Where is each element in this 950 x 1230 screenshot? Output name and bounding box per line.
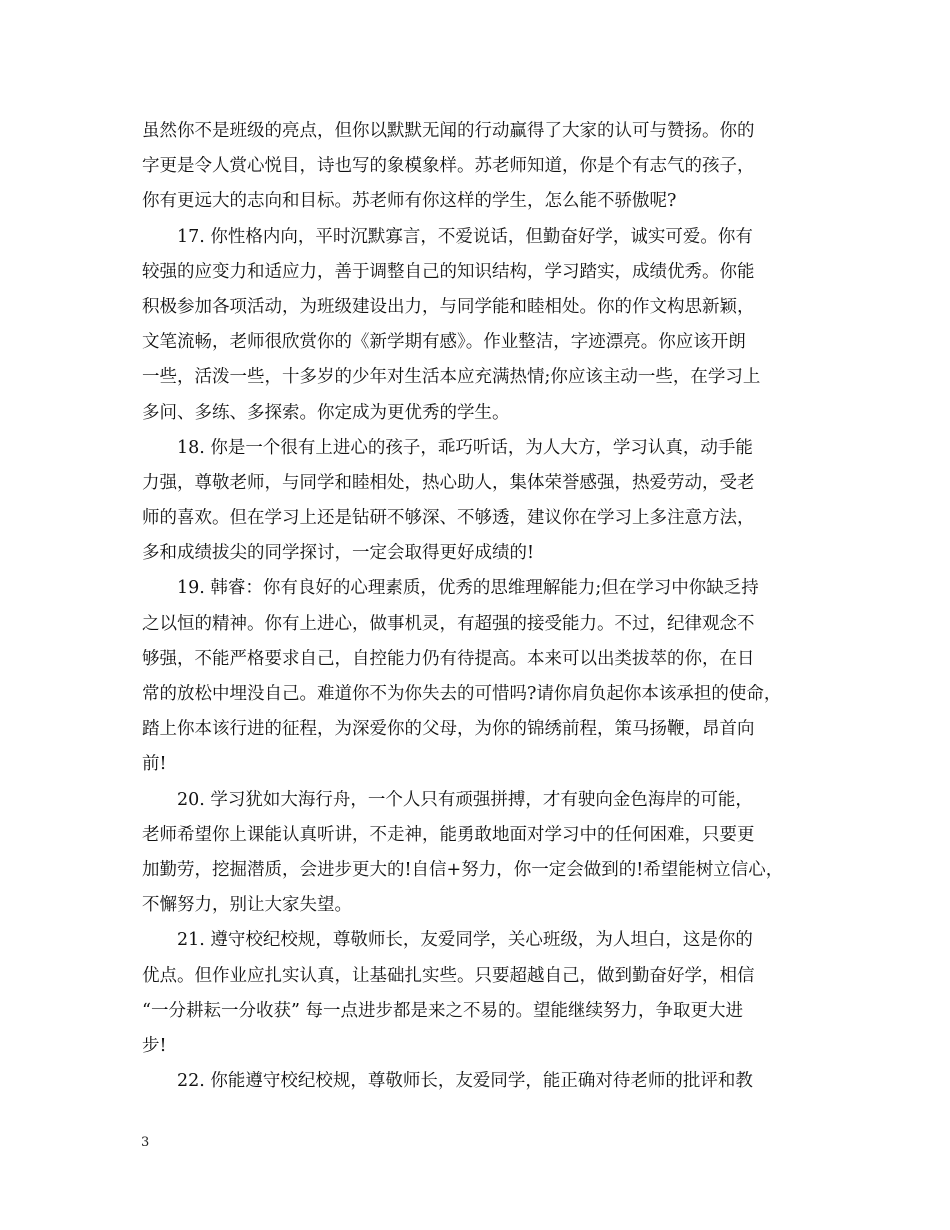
text-line: 前! (142, 754, 167, 775)
text-line: 多问、多练、多探索。你定成为更优秀的学生。 (142, 402, 510, 423)
text-line: 多和成绩拔尖的同学探讨，一定会取得更好成绩的! (142, 543, 535, 564)
page-number: 3 (141, 1135, 150, 1150)
text-line: 常的放松中埋没自己。难道你不为你失去的可惜吗?请你肩负起你本该承担的使命， (142, 684, 782, 704)
paragraph-first-line: 17. 你性格内向，平时沉默寡言，不爱说话，但勤奋好学，诚实可爱。你有 (177, 226, 753, 247)
text-line: 师的喜欢。但在学习上还是钻研不够深、不够透，建议你在学习上多注意方法， (142, 508, 755, 529)
text-line: 老师希望你上课能认真听讲，不走神，能勇敢地面对学习中的任何困难，只要更 (142, 824, 755, 845)
text-line: “一分耕耘一分收获” 每一点进步都是来之不易的。望能继续努力，争取更大进 (142, 1000, 743, 1021)
text-line: 够强，不能严格要求自己，自控能力仍有待提高。本来可以出类拔萃的你，在日 (142, 648, 755, 669)
text-line: 力强，尊敬老师，与同学和睦相处，热心助人，集体荣誉感强，热爱劳动，受老 (142, 472, 755, 493)
text-line: 不懈努力，别让大家失望。 (142, 895, 352, 916)
document-body (142, 114, 822, 1099)
text-line: 积极参加各项活动，为班级建设出力，与同学能和睦相处。你的作文构思新颖， (142, 296, 755, 317)
text-line: 步! (142, 1035, 167, 1056)
text-line: 字更是令人赏心悦目，诗也写的象模象样。苏老师知道，你是个有志气的孩子， (142, 156, 755, 177)
text-line: 一些，活泼一些，十多岁的少年对生活本应充满热情;你应该主动一些，在学习上 (142, 367, 761, 388)
paragraph-first-line: 18. 你是一个很有上进心的孩子，乖巧听话，为人大方，学习认真，动手能 (177, 437, 753, 458)
text-line: 加勤劳，挖掘潜质，会进步更大的!自信+努力，你一定会做到的!希望能树立信心， (142, 859, 784, 880)
text-line: 优点。但作业应扎实认真，让基础扎实些。只要超越自己，做到勤奋好学，相信 (142, 965, 755, 986)
text-line: 之以恒的精神。你有上进心，做事机灵，有超强的接受能力。不过，纪律观念不 (142, 613, 755, 634)
paragraph-first-line: 21. 遵守校纪校规，尊敬师长，友爱同学，关心班级，为人坦白，这是你的 (177, 930, 753, 951)
text-line: 你有更远大的志向和目标。苏老师有你这样的学生，怎么能不骄傲呢? (142, 191, 677, 212)
paragraph-first-line: 22. 你能遵守校纪校规，尊敬师长，友爱同学，能正确对待老师的批评和教 (177, 1071, 753, 1092)
text-line: 较强的应变力和适应力，善于调整自己的知识结构，学习踏实，成绩优秀。你能 (142, 261, 755, 282)
paragraph-first-line: 19. 韩睿：你有良好的心理素质，优秀的思维理解能力;但在学习中你缺乏持 (177, 578, 759, 599)
paragraph-first-line: 20. 学习犹如大海行舟，一个人只有顽强拼搏，才有驶向金色海岸的可能， (177, 789, 753, 810)
text-line: 踏上你本该行进的征程，为深爱你的父母，为你的锦绣前程，策马扬鞭，昂首向 (142, 719, 755, 740)
text-line: 文笔流畅，老师很欣赏你的《新学期有感》。作业整洁，字迹漂亮。你应该开朗 (142, 332, 746, 353)
text-line: 虽然你不是班级的亮点，但你以默默无闻的行动赢得了大家的认可与赞扬。你的 (142, 121, 755, 141)
